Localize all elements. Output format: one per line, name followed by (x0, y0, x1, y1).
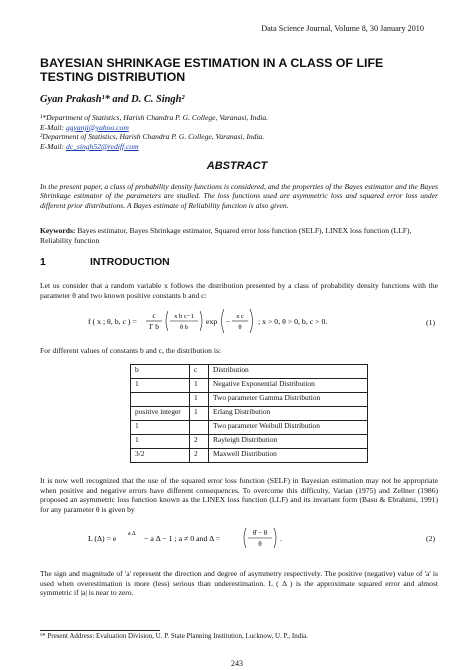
section-heading-introduction (40, 257, 170, 268)
eq1-condition: ; x > 0, θ > 0, b, c > 0. (258, 317, 328, 326)
table-cell: 1 (190, 379, 209, 393)
table-cell: 1 (131, 379, 190, 393)
eq1-exp-num: x c (236, 313, 244, 320)
table-header-cell: Distribution (209, 365, 368, 379)
eq2-mid: − a Δ − 1 ; a ≠ 0 and Δ = (144, 534, 221, 543)
table-cell: Negative Exponential Distribution (209, 379, 368, 393)
email-line-1 (40, 123, 440, 133)
footnote: ¹* Present Address: Evaluation Division, U. P. State Planning Institution, Lucknow, U. P., India. (40, 632, 309, 640)
intro-paragraph: Let us consider that a random variable x follows the distribution presented by a class of probability density functions with the parameter θ and two known positive constants b and c: (40, 281, 438, 300)
eq1-exp-den: θ (238, 324, 242, 331)
equation-2 (88, 524, 348, 552)
table-cell: Maxwell Distribution (209, 449, 368, 463)
eq2-lhs: L (Δ) = e (88, 534, 117, 543)
eq1-frac-num: c (152, 311, 156, 320)
sign-paragraph: The sign and magnitude of 'a' represent the direction and degree of asymmetry respectively. The positive (negative) value of 'a' is used when overestimation is more (less) serious than underestimation. L ( Δ ) is the approximate squared error and almost symmetric if |a| is near to zero. (40, 569, 438, 598)
distribution-intro: For different values of constants b and c, the distribution is: (40, 346, 222, 355)
table-cell (131, 393, 190, 407)
affiliations (40, 113, 440, 151)
section-title: INTRODUCTION (90, 257, 170, 268)
equation-1-svg (88, 306, 388, 336)
equation-2-number: (2) (426, 534, 436, 543)
svg-text:−: − (226, 317, 231, 326)
eq2-exponent: a Δ (128, 531, 136, 537)
page-number: 243 (231, 659, 243, 668)
journal-header: Data Science Journal, Volume 8, 30 January 2010 (261, 24, 424, 33)
distribution-table (130, 364, 368, 463)
table-row (131, 421, 368, 435)
table-cell: 2 (190, 435, 209, 449)
table-header-cell: b (131, 365, 190, 379)
keywords (40, 226, 438, 245)
footnote-divider (40, 630, 160, 631)
table-header-row (131, 365, 368, 379)
table-row (131, 449, 368, 463)
self-paragraph: It is now well recognized that the use of the squared error loss function (SELF) in Bayesian estimation may not be appropriate when positive and negative errors have different consequences. To overcome this difficulty, Varian (1975) and Zellner (1986) proposed an asymmetric loss function known as the LINEX loss function (LLF) and its invariant form (Basu & Ebrahimi, 1991) for any parameter θ is given by (40, 476, 438, 514)
abstract-heading: ABSTRACT (206, 160, 268, 172)
table-cell: 3/2 (131, 449, 190, 463)
table-row (131, 393, 368, 407)
eq1-inner-num: x b c−1 (174, 313, 194, 320)
table-cell: Erlang Distribution (209, 407, 368, 421)
eq1-inner-den: θ b (179, 324, 189, 331)
authors: Gyan Prakash¹* and D. C. Singh² (40, 94, 185, 105)
eq1-exp: exp (206, 317, 218, 326)
table-cell: Two parameter Weibull Distribution (209, 421, 368, 435)
affiliation-1: ¹*Department of Statistics, Harish Chandra P. G. College, Varanasi, India. (40, 113, 269, 122)
email-label: E-Mail: (40, 122, 66, 132)
keywords-label: Keywords: (40, 226, 76, 235)
table-cell: 1 (190, 407, 209, 421)
equation-1-number: (1) (426, 318, 436, 327)
eq2-frac-den: θ (258, 540, 262, 548)
paper-title: BAYESIAN SHRINKAGE ESTIMATION IN A CLASS OF LIFE TESTING DISTRIBUTION (40, 56, 384, 84)
email-line-2 (40, 142, 440, 152)
table-cell: Rayleigh Distribution (209, 435, 368, 449)
table-cell: Two parameter Gamma Distribution (209, 393, 368, 407)
section-number: 1 (40, 257, 46, 268)
table-row (131, 435, 368, 449)
table-header-cell: c (190, 365, 209, 379)
email-link-1[interactable]: ggyanji@yahoo.com (65, 122, 129, 132)
table-cell: 2 (190, 449, 209, 463)
eq1-frac-den: Γ b (149, 322, 159, 331)
table-row (131, 407, 368, 421)
eq2-frac-num: θ̂ − θ (252, 529, 268, 537)
affiliation-2: ²Department of Statistics, Harish Chandra P. G. College, Varanasi, India. (40, 132, 265, 142)
eq2-end: . (280, 534, 282, 543)
email-label: E-Mail: (40, 141, 66, 151)
eq1-lhs: f ( x ; θ, b, c ) = (88, 317, 137, 326)
table-cell: 1 (131, 421, 190, 435)
email-link-2[interactable]: dc_singh52@rediff.com (65, 141, 139, 151)
equation-1 (88, 306, 388, 336)
abstract-text: In the present paper, a class of probability density functions is considered, and the properties of the Bayes estimator and the Bayes Shrinkage estimator of the parameters are studied. The loss functions used are asymmetric loss and squared error loss under different prior distributions. A Bayes estimate of Reliability function is also given. (40, 182, 438, 210)
table-cell: 1 (190, 393, 209, 407)
keywords-text: Bayes estimator, Bayes Shrinkage estimator, Squared error loss function (SELF), LINEX loss function (LLF), Reliability function (40, 226, 412, 245)
table-cell (190, 421, 209, 435)
table-row (131, 379, 368, 393)
table-cell: positive integer (131, 407, 190, 421)
equation-2-svg (88, 524, 348, 552)
table-cell: 1 (131, 435, 190, 449)
